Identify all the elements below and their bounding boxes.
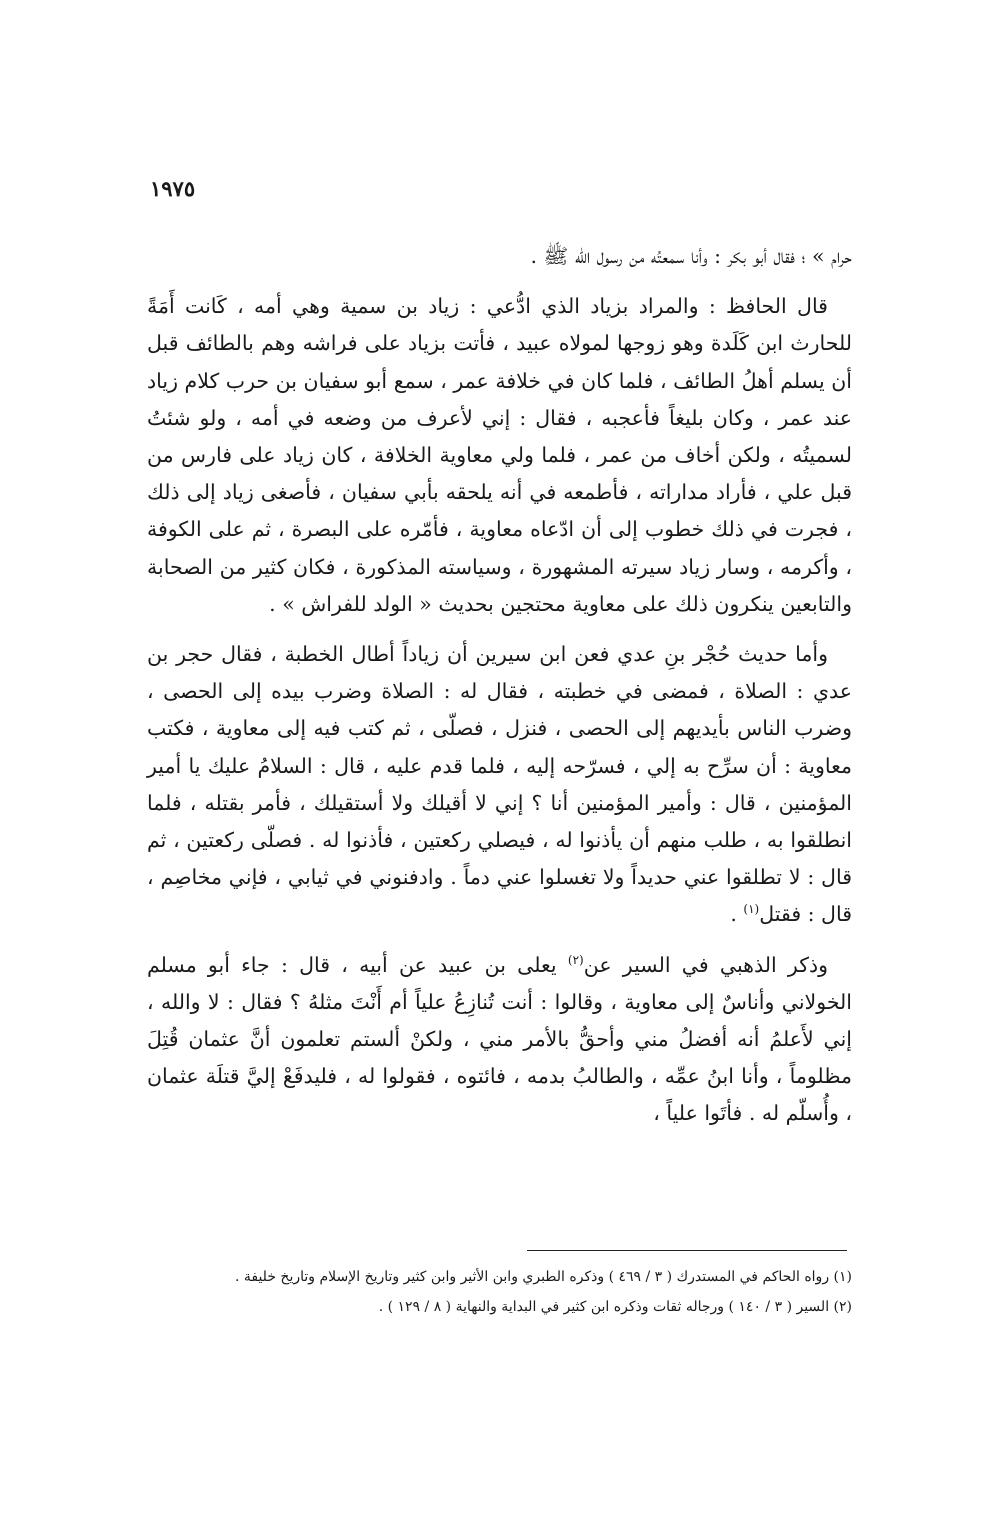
paragraph-1 [147,238,852,275]
footnotes [147,1262,852,1322]
footnote-2: (٢) السير ( ٣ / ١٤٠ ) ورجاله ثقات وذكره ابن كثير في البداية والنهاية ( ٨ / ١٢٩ ) . [378,1299,852,1315]
paragraph-3 [147,636,852,934]
page-number: ١٩٧٥ [150,176,196,201]
paragraph-4-text: وذكر الذهبي في السير عن [583,952,829,977]
footnote-1: (١) رواه الحاكم في المستدرك ( ٣ / ٤٦٩ ) وذكره الطبري وابن الأثير وابن كثير وتاريخ الإسلام وتاريخ خليفة . [234,1269,852,1285]
paragraph-4-tail: يعلى بن عبيد عن أبيه ، قال : جاء أبو مسلم الخولاني وأناسٌ إلى معاوية ، وقالوا : أنت تُنازِعُ علياً أم أَنْتَ مثلهُ ؟ فقال : لا والله ، إني لأَعلمُ أنه أفضلُ مني وأحقُّ بالأمر مني ، ولكنْ ألستم تعلمون أنَّ عثمان قُتِلَ مظلوماً ، وأنا ابنُ عمِّه ، والطالبُ بدمه ، فائتوه ، فقولوا له ، فليدفَعْ إليَّ قتلَة عثمان ، وأُسلّم له . فأتَوا علياً ، [147,952,852,1126]
paragraph-3-text: وأما حديث حُجْر بنِ عدي فعن ابن سيرين أن زياداً أطال الخطبة ، فقال حجر بن عدي : الصلاة ، فمضى في خطبته ، فقال له : الصلاة وضرب بيده إلى الحصى ، وضرب الناس بأيديهم إلى الحصى ، فنزل ، فصلّى ، ثم كتب فيه إلى معاوية ، فكتب معاوية : أن سرِّح به إلي ، فسرّحه إليه ، فلما قدم عليه ، قال : السلامُ عليك يا أمير المؤمنين ، قال : وأمير المؤمنين أنا ؟ إني لا أقيلك ولا أستقيلك ، فأمر بقتله ، فلما انطلقوا به ، طلب منهم أن يأذنوا له ، فيصلي ركعتين ، فأذنوا له . فصلّى ركعتين ، ثم قال : لا تطلقوا عني حديداً ولا تغسلوا عني دماً . وادفنوني في ثيابي ، فإني مخاصِم ، قال : فقتل [147,642,852,927]
paragraph-4 [147,947,852,1133]
paragraph-2 [147,288,852,623]
footnote-ref-2[interactable]: (٢) [567,952,584,967]
main-text [147,238,852,1146]
paragraph-2-text: قال الحافظ : والمراد بزياد الذي ادُّعي : زياد بن سمية وهي أمه ، كَانت أَمَةً للحارث ابن كَلَدة وهو زوجها لمولاه عبيد ، فأتت بزياد على فراشه وهم بالطائف قبل أن يسلم أهلُ الطائف ، فلما كان في خلافة عمر ، سمع أبو سفيان بن حرب كلام زياد عند عمر ، وكان بليغاً فأعجبه ، فقال : إني لأعرف من وضعه في أمه ، ولو شئتُ لسميتُه ، ولكن أخاف من عمر ، فلما ولي معاوية الخلافة ، كان زياد على فارس من قبل علي ، فأراد مداراته ، فأطمعه في أنه يلحقه بأبي سفيان ، فأصغى زياد إلى ذلك ، فجرت في ذلك خطوب إلى أن ادّعاه معاوية ، فأمّره على البصرة ، ثم على الكوفة ، وأكرمه ، وسار زياد سيرته المشهورة ، وسياسته المذكورة ، فكان كثير من الصحابة والتابعين ينكرون ذلك على معاوية محتجين بحديث « الولد للفراش » . [147,294,852,616]
footnote-divider [527,1250,847,1251]
footnote-ref-1[interactable]: (١) [743,902,760,917]
paragraph-1-text: حرام » ؛ فقال أبو بكر : وأنا سمعتُه من رسول الله ﷺ . [530,244,852,268]
paragraph-3-tail: . [730,902,744,927]
